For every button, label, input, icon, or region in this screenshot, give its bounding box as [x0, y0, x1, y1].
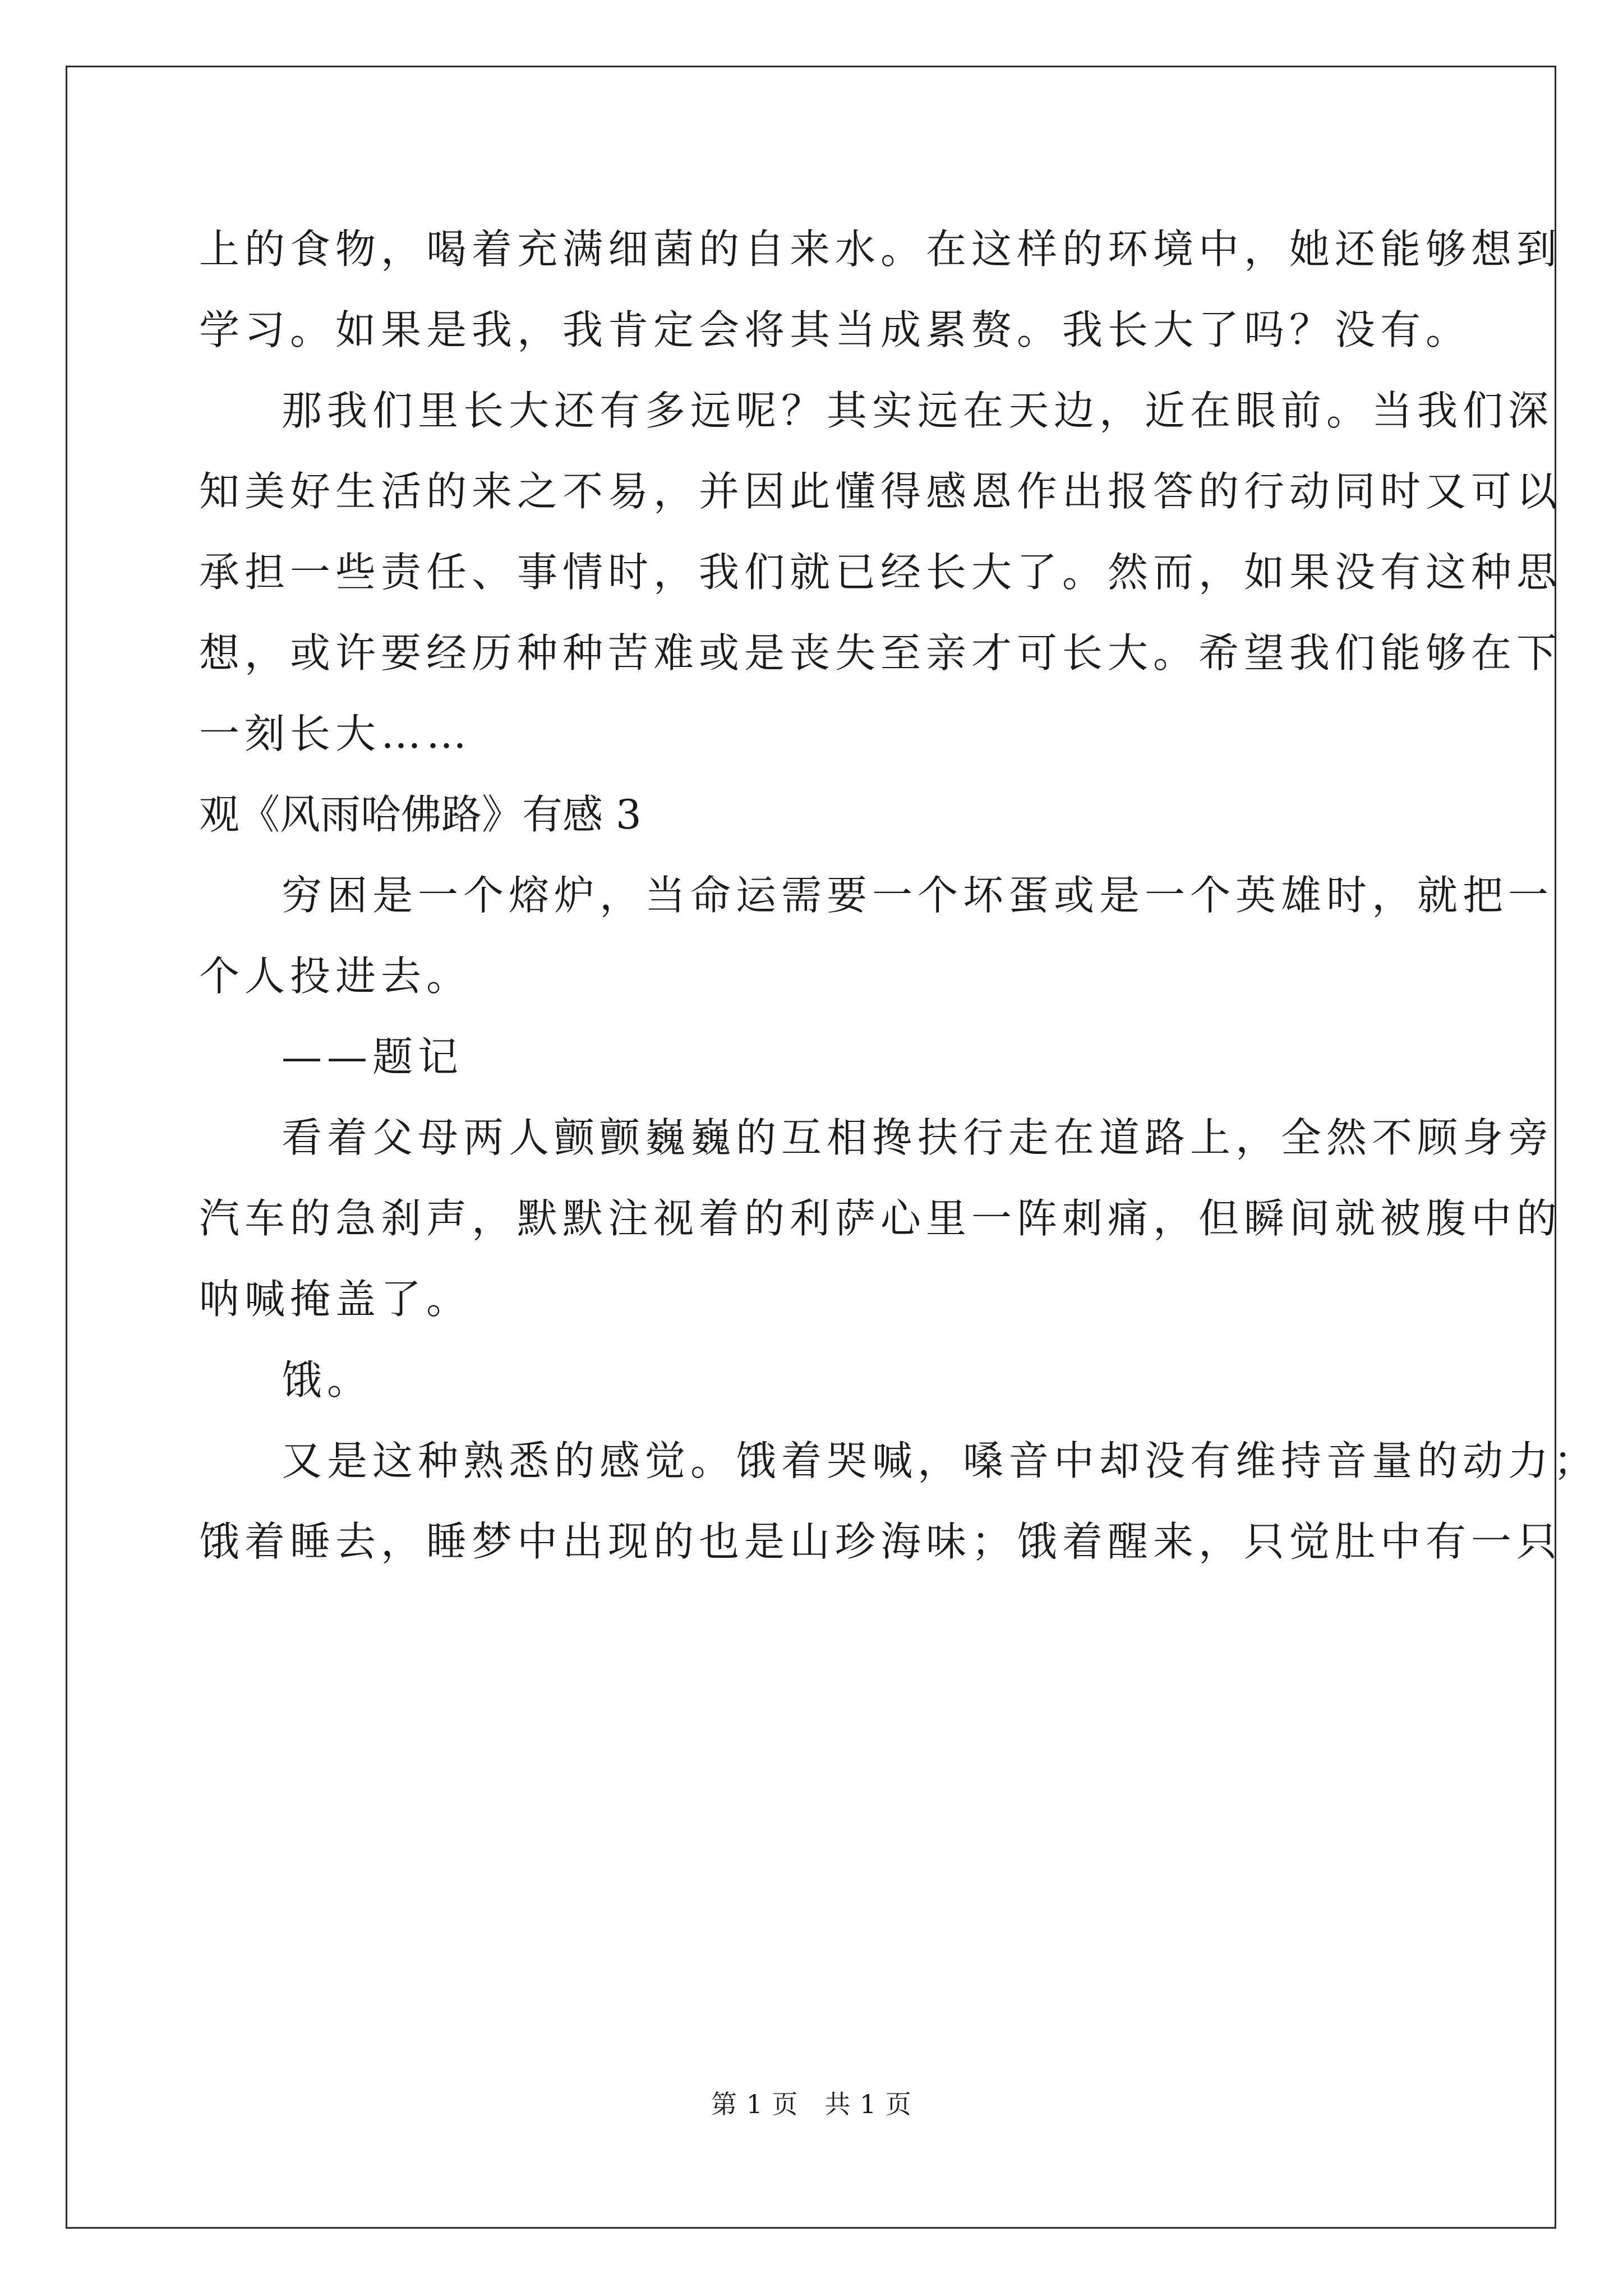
paragraph-line: 知美好生活的来之不易，并因此懂得感恩作出报答的行动同时又可以: [199, 468, 1562, 515]
page-number-footer: 第 1 页 共 1 页: [711, 2089, 912, 2119]
paragraph-line: 穷困是一个熔炉，当命运需要一个坏蛋或是一个英雄时，就把一: [282, 872, 1554, 919]
paragraph-line: 又是这种熟悉的感觉。饿着哭喊，嗓音中却没有维持音量的动力；: [282, 1437, 1599, 1484]
document-body: [199, 209, 1599, 1582]
paragraph-line: 饿。: [282, 1356, 373, 1404]
paragraph-line: 汽车的急刹声，默默注视着的利萨心里一阵刺痛，但瞬间就被腹中的: [199, 1195, 1562, 1242]
epigraph-attribution: ——题记: [282, 1033, 464, 1080]
paragraph-line: 承担一些责任、事情时，我们就已经长大了。然而，如果没有这种思: [199, 549, 1562, 596]
paragraph-line: 上的食物，喝着充满细菌的自来水。在这样的环境中，她还能够想到: [199, 226, 1562, 273]
paragraph-line: 学习。如果是我，我肯定会将其当成累赘。我长大了吗？没有。: [199, 306, 1472, 353]
paragraph-line: 呐喊掩盖了。: [199, 1276, 472, 1323]
paragraph-line: 饿着睡去，睡梦中出现的也是山珍海味；饿着醒来，只觉肚中有一只: [199, 1518, 1562, 1565]
section-title: 观《风雨哈佛路》有感 3: [199, 791, 642, 838]
paragraph-line: 想，或许要经历种种苦难或是丧失至亲才可长大。希望我们能够在下: [199, 629, 1562, 677]
paragraph-line: 个人投进去。: [199, 953, 472, 1000]
paragraph-line: 一刻长大……: [199, 710, 472, 757]
paragraph-line: 看着父母两人颤颤巍巍的互相搀扶行走在道路上，全然不顾身旁: [282, 1114, 1554, 1161]
paragraph-line: 那我们里长大还有多远呢？其实远在天边，近在眼前。当我们深: [282, 387, 1554, 434]
